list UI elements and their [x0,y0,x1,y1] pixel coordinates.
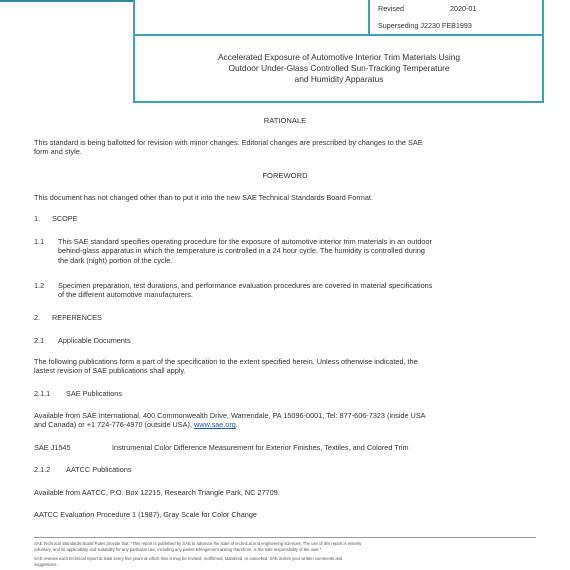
title-line: Outdoor Under-Glass Controlled Sun-Tracking Temperature [228,63,450,73]
applicable-docs-heading: Applicable Documents [58,336,131,345]
foreword-text: This document has not changed other than to put it into the new SAE Technical Standards Board Format. [34,193,373,202]
applicable-docs-number: 2.1 [34,336,45,345]
footer-line: voluntary, and its applicability and suitability for any particular use, including any patent infringement arising therefrom, is the sole responsibility of the user." [34,547,322,552]
footer-line: suggestions. [34,562,58,567]
aatcc-availability: Available from AATCC, P.O. Box 12215, Research Triangle Park, NC 27709. [34,488,280,497]
rationale-heading: RATIONALE [263,116,307,125]
sae-doc-title: Instrumental Color Difference Measurement for Exterior Finishes, Textiles, and Colored Trim [112,443,409,452]
sae-availability: Available from SAE International, 400 Commonwealth Drive, Warrendale, PA 15096-0001, Tel: 877-606-7323 (inside USA and Canada) or +1 724-776-4970 (outside USA), www.sae.org. [34,411,426,430]
rationale-text: This standard is being ballotted for revision with minor changes. Editorial changes are prescribed by changes to the SAE form and style. [34,138,423,157]
title-line: and Humidity Apparatus [294,74,384,84]
sae-website-link[interactable]: www.sae.org [194,420,236,430]
footer-rule [34,537,536,538]
scope-item-text: Specimen preparation, test durations, and performance evaluation procedures are covered in material specifications of the different automotive manufacturers. [58,281,433,300]
footer-line: SAE reviews each technical report at least every five years at which time it may be revised, reaffirmed, stabilized, or cancelled. SAE invites your written comments and [34,556,343,561]
aatcc-procedure: AATCC Evaluation Procedure 1 (1987), Gray Scale for Color Change [34,510,257,519]
scope-item-number: 1.2 [34,281,45,290]
references-number: 2. [34,313,41,322]
header-row-divider [135,34,542,36]
aatcc-pubs-heading: AATCC Publications [66,465,132,474]
sae-pubs-number: 2.1.1 [34,389,51,398]
revised-date: 2020-01 [450,4,477,13]
references-intro: The following publications form a part of the specification to the extent specified herein. Unless otherwise indicated, the lastest revision of SAE publications shall apply. [34,357,418,376]
foreword-heading: FOREWORD [262,171,308,180]
document-title [140,52,538,85]
references-heading: REFERENCES [52,313,102,322]
scope-item-text: This SAE standard specifies operating procedure for the exposure of automotive interior trim materials in an outdoor behind-glass apparatus in which the temperature is controlled in a 24 hour cycle. The humidity is controlled during the dark (night) portion of the cycle. [58,237,432,265]
scope-number: 1. [34,214,41,223]
sae-doc-id: SAE J1545 [34,443,71,452]
superseding-note: Superseding J2230 FEB1993 [378,21,472,30]
revised-label: Revised [378,4,404,13]
footer-line: SAE Technical Standards Board Rules provide that: "This report is published by SAE to advance the state of technical and engineering sciences. The use of this report is entirely [34,541,362,546]
scope-item-number: 1.1 [34,237,45,246]
title-line: Accelerated Exposure of Automotive Interior Trim Materials Using [217,52,461,62]
header-divider [368,0,370,34]
header-top-bar [0,0,133,2]
scope-heading: SCOPE [52,214,78,223]
aatcc-pubs-number: 2.1.2 [34,465,51,474]
sae-pubs-heading: SAE Publications [66,389,122,398]
